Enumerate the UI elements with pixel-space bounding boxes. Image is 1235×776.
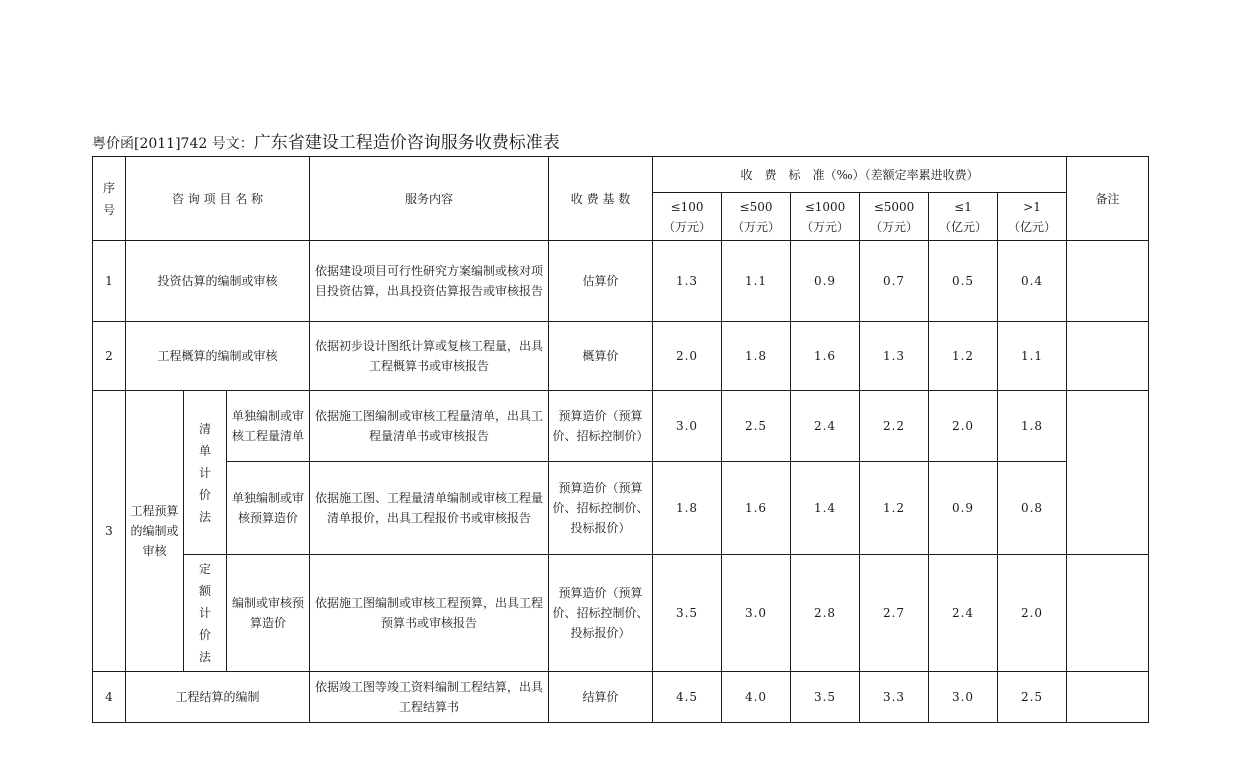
range-header: ≤1000 （万元） (791, 193, 860, 241)
table-row (93, 241, 1149, 322)
rate-cell: 3.0 (929, 672, 998, 723)
table-row (93, 322, 1149, 391)
range-header: >1 （亿元） (998, 193, 1067, 241)
rate-cell: 2.0 (998, 555, 1067, 672)
rate-cell: 1.8 (998, 391, 1067, 462)
row-seq: 3 (93, 391, 126, 672)
row-base: 预算造价（预算价、招标控制价、投标报价） (549, 555, 653, 672)
rate-cell: 3.5 (791, 672, 860, 723)
header-item-name: 咨 询 项 目 名 称 (126, 157, 310, 241)
rate-cell: 0.8 (998, 462, 1067, 555)
rate-cell: 3.0 (722, 555, 791, 672)
rate-cell: 2.4 (929, 555, 998, 672)
rate-cell: 0.7 (860, 241, 929, 322)
rate-cell: 0.9 (791, 241, 860, 322)
rate-cell: 2.0 (929, 391, 998, 462)
row-item-name: 工程结算的编制 (126, 672, 310, 723)
row-remark (1067, 555, 1149, 672)
method-quota-pricing: 定额计价法 (184, 555, 227, 672)
rate-cell: 1.6 (791, 322, 860, 391)
row-seq: 1 (93, 241, 126, 322)
row-remark (1067, 672, 1149, 723)
rate-cell: 2.5 (998, 672, 1067, 723)
rate-cell: 1.2 (860, 462, 929, 555)
rate-cell: 0.4 (998, 241, 1067, 322)
rate-cell: 1.8 (653, 462, 722, 555)
sub-item-name: 单独编制或审核工程量清单 (227, 391, 310, 462)
rate-cell: 1.3 (653, 241, 722, 322)
table-row (93, 391, 1149, 462)
rate-cell: 3.5 (653, 555, 722, 672)
document-title (92, 128, 560, 153)
table-row (93, 555, 1149, 672)
rate-cell: 0.5 (929, 241, 998, 322)
rate-cell: 4.0 (722, 672, 791, 723)
range-header: ≤100 （万元） (653, 193, 722, 241)
rate-cell: 1.8 (722, 322, 791, 391)
header-standard: 收 费 标 准（‰）（差额定率累进收费） (653, 157, 1067, 193)
title-main: 广东省建设工程造价咨询服务收费标准表 (253, 133, 560, 153)
row-base: 预算造价（预算价、招标控制价） (549, 391, 653, 462)
rate-cell: 2.0 (653, 322, 722, 391)
title-prefix: 粤价函[2011]742 号文： (92, 136, 254, 152)
header-seq: 序号 (93, 157, 126, 241)
sub-item-name: 单独编制或审核预算造价 (227, 462, 310, 555)
range-header: ≤500 （万元） (722, 193, 791, 241)
row-base: 概算价 (549, 322, 653, 391)
row-item-name: 投资估算的编制或审核 (126, 241, 310, 322)
row-base: 预算造价（预算价、招标控制价、投标报价） (549, 462, 653, 555)
row-content: 依据施工图编制或审核工程量清单，出具工程量清单书或审核报告 (310, 391, 549, 462)
rate-cell: 0.9 (929, 462, 998, 555)
table-row (93, 462, 1149, 555)
fee-standard-table (92, 156, 1149, 723)
row-remark (1067, 241, 1149, 322)
header-remark: 备注 (1067, 157, 1149, 241)
rate-cell: 1.1 (722, 241, 791, 322)
rate-cell: 4.5 (653, 672, 722, 723)
rate-cell: 1.6 (722, 462, 791, 555)
header-content: 服务内容 (310, 157, 549, 241)
rate-cell: 2.8 (791, 555, 860, 672)
row-base: 结算价 (549, 672, 653, 723)
rate-cell: 2.2 (860, 391, 929, 462)
row-item-name: 工程概算的编制或审核 (126, 322, 310, 391)
rate-cell: 1.4 (791, 462, 860, 555)
range-header: ≤5000 （万元） (860, 193, 929, 241)
row-remark (1067, 391, 1149, 555)
rate-cell: 1.2 (929, 322, 998, 391)
row-content: 依据竣工图等竣工资料编制工程结算，出具工程结算书 (310, 672, 549, 723)
row-content: 依据初步设计图纸计算或复核工程量，出具工程概算书或审核报告 (310, 322, 549, 391)
rate-cell: 1.3 (860, 322, 929, 391)
range-header: ≤1 （亿元） (929, 193, 998, 241)
method-bill-pricing: 清单计价法 (184, 391, 227, 555)
row-item-name: 工程预算的编制或审核 (126, 391, 184, 672)
row-base: 估算价 (549, 241, 653, 322)
row-seq: 2 (93, 322, 126, 391)
rate-cell: 2.4 (791, 391, 860, 462)
row-seq: 4 (93, 672, 126, 723)
rate-cell: 2.5 (722, 391, 791, 462)
row-content: 依据施工图编制或审核工程预算，出具工程预算书或审核报告 (310, 555, 549, 672)
rate-cell: 2.7 (860, 555, 929, 672)
rate-cell: 3.3 (860, 672, 929, 723)
header-base: 收 费 基 数 (549, 157, 653, 241)
header-row (93, 157, 1149, 193)
row-content: 依据建设项目可行性研究方案编制或核对项目投资估算，出具投资估算报告或审核报告 (310, 241, 549, 322)
row-content: 依据施工图、工程量清单编制或审核工程量清单报价，出具工程报价书或审核报告 (310, 462, 549, 555)
sub-item-name: 编制或审核预算造价 (227, 555, 310, 672)
rate-cell: 1.1 (998, 322, 1067, 391)
table-row (93, 672, 1149, 723)
rate-cell: 3.0 (653, 391, 722, 462)
row-remark (1067, 322, 1149, 391)
